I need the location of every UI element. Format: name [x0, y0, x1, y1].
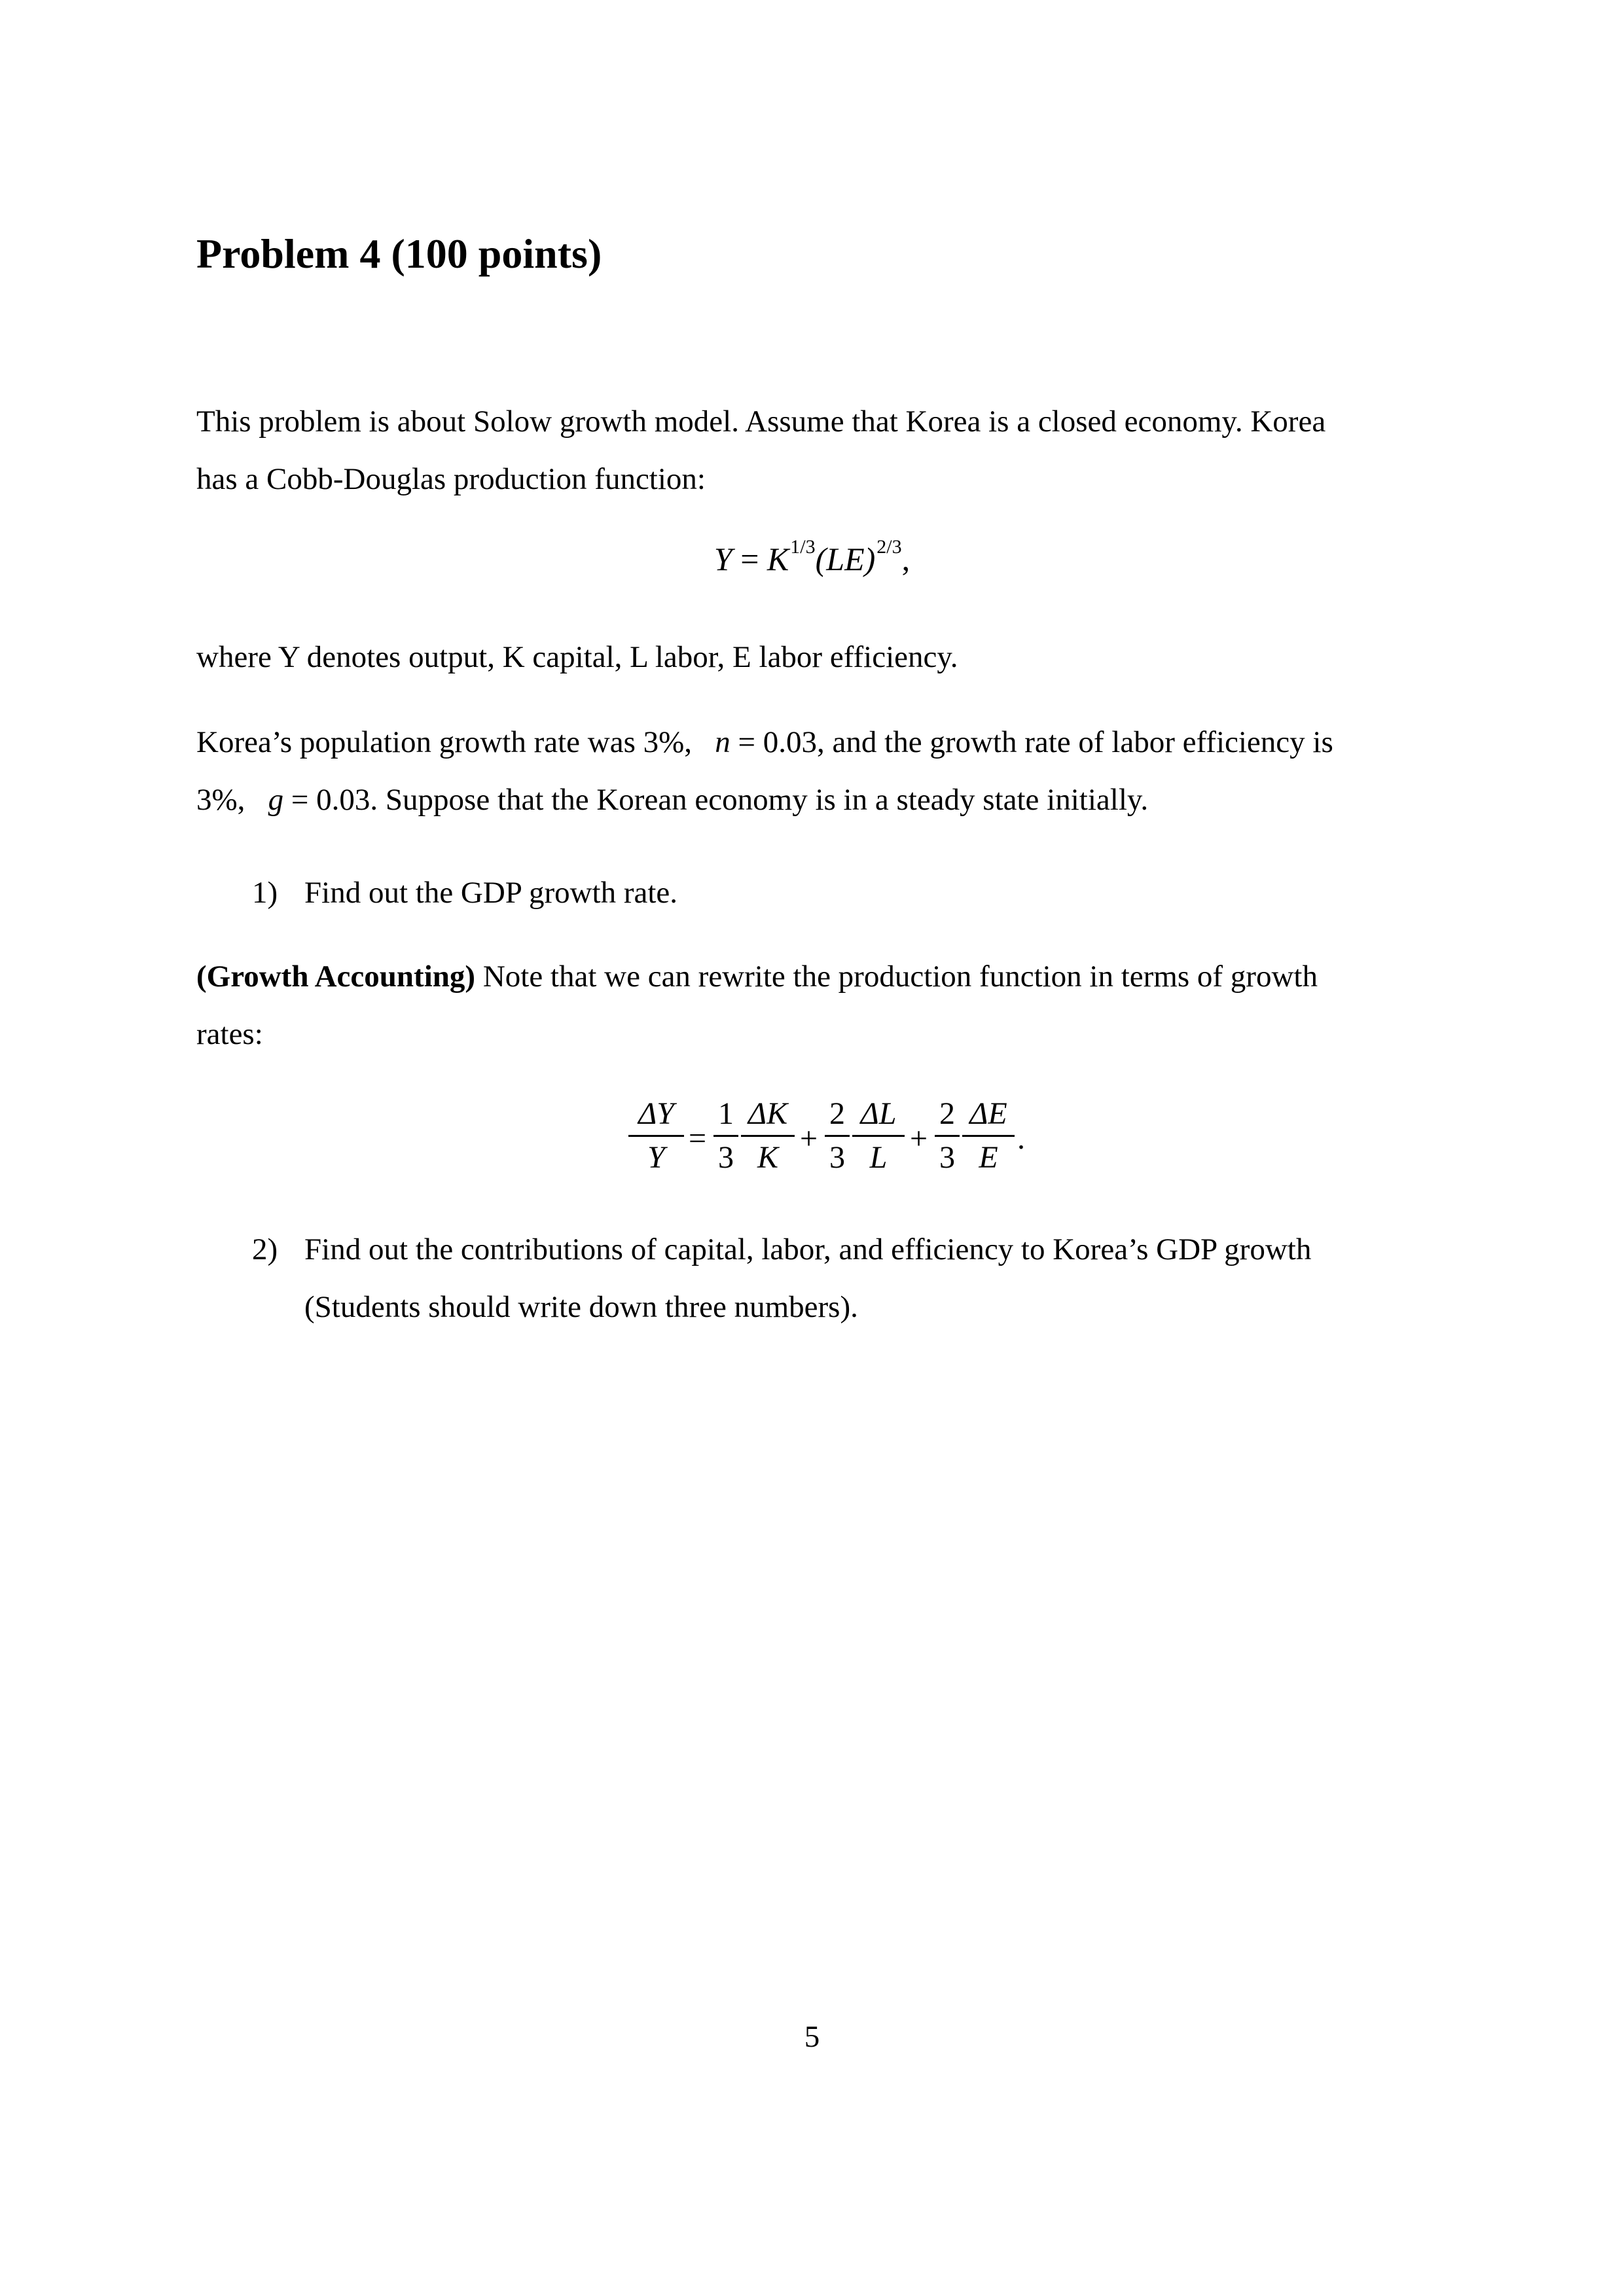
- frac-de-denominator: E: [979, 1140, 998, 1175]
- frac-dy-numerator: ΔY: [638, 1096, 674, 1131]
- pf-k-exponent: 1/3: [790, 536, 816, 558]
- pf-k: K: [767, 541, 789, 577]
- coef-1-numerator: 1: [718, 1096, 734, 1131]
- frac-dy-y: [628, 1093, 684, 1179]
- growth-accounting-line2: rates:: [196, 1017, 263, 1051]
- frac-dy-denominator: Y: [647, 1140, 665, 1175]
- equation-period: .: [1017, 1121, 1025, 1156]
- question-2-text: [304, 1221, 1430, 1336]
- intro-line-1: This problem is about Solow growth model. Assume that Korea is a closed economy. Korea: [196, 404, 1326, 439]
- plus-sign-1: +: [800, 1121, 818, 1156]
- question-1-text: Find out the GDP growth rate.: [304, 876, 678, 910]
- production-function: [0, 536, 1624, 578]
- problem-title: Problem 4 (100 points): [196, 230, 602, 277]
- g-value: = 0.03: [283, 783, 370, 817]
- intro-paragraph: [196, 393, 1427, 508]
- question-2-line-2: (Students should write down three numbers).: [304, 1290, 858, 1324]
- coef-3-numerator: 2: [939, 1096, 955, 1131]
- frac-dk-denominator: K: [757, 1140, 778, 1175]
- pf-le: (LE): [815, 541, 876, 577]
- rates-line1-a: Korea’s population growth rate was 3%,: [196, 725, 693, 759]
- pf-eq: =: [740, 541, 759, 577]
- frac-dl-numerator: ΔL: [860, 1096, 897, 1131]
- frac-de-e: [962, 1093, 1015, 1179]
- equals-sign: =: [689, 1121, 707, 1156]
- plus-sign-2: +: [910, 1121, 928, 1156]
- growth-equation: [628, 1093, 1034, 1191]
- coef-1-3: [713, 1093, 738, 1179]
- rates-line1-b: , and the growth rate of labor efficiency is: [817, 725, 1333, 759]
- page-number: 5: [804, 2020, 820, 2054]
- frac-dk-k: [741, 1093, 795, 1179]
- question-1-number: 1): [252, 876, 278, 910]
- where-paragraph: where Y denotes output, K capital, L labor, E labor efficiency.: [196, 640, 958, 674]
- question-2-number: 2): [252, 1232, 278, 1266]
- frac-de-numerator: ΔE: [969, 1096, 1007, 1131]
- question-2-line-1: Find out the contributions of capital, labor, and efficiency to Korea’s GDP growth: [304, 1232, 1312, 1266]
- coef-2-3-a: [825, 1093, 850, 1179]
- rates-line2-a: 3%,: [196, 783, 245, 817]
- frac-dl-l: [852, 1093, 905, 1179]
- n-variable: n: [715, 725, 731, 759]
- coef-2-numerator: 2: [829, 1096, 845, 1131]
- g-variable: g: [268, 783, 284, 817]
- growth-accounting-line1: Note that we can rewrite the production function in terms of growth: [475, 960, 1318, 994]
- coef-2-3-b: [935, 1093, 960, 1179]
- coef-1-denominator: 3: [718, 1140, 734, 1175]
- frac-dl-denominator: L: [869, 1140, 888, 1175]
- pf-lhs: Y: [713, 541, 732, 577]
- pf-trail: ,: [901, 541, 911, 577]
- growth-accounting-heading: (Growth Accounting): [196, 960, 476, 994]
- n-value: = 0.03: [730, 725, 818, 759]
- rates-line2-b: . Suppose that the Korean economy is in a steady state initially.: [370, 783, 1149, 817]
- growth-accounting-paragraph: [196, 948, 1427, 1063]
- pf-le-exponent: 2/3: [876, 536, 902, 558]
- rates-paragraph: [196, 713, 1427, 829]
- frac-dk-numerator: ΔK: [748, 1096, 788, 1131]
- coef-3-denominator: 3: [939, 1140, 955, 1175]
- coef-2-denominator: 3: [829, 1140, 845, 1175]
- intro-line-2: has a Cobb-Douglas production function:: [196, 462, 706, 496]
